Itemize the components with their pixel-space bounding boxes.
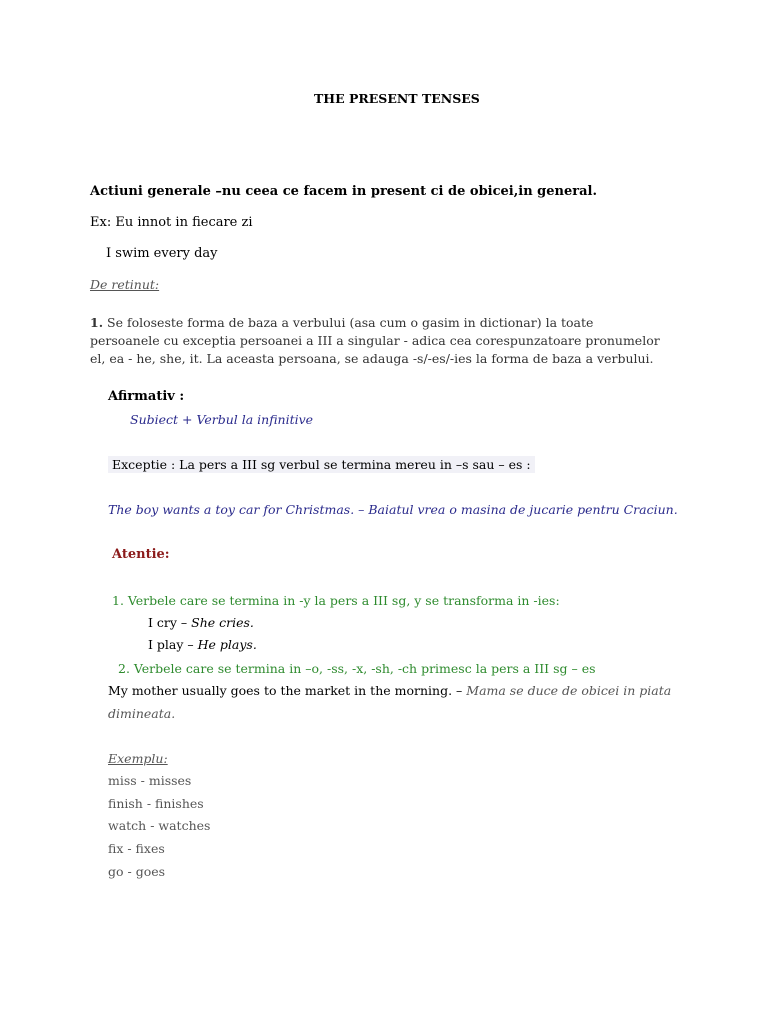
affirmative-formula: Subiect + Verbul la infinitive xyxy=(130,412,314,427)
mother-romanian-2: dimineata. xyxy=(108,706,176,721)
example-item: miss - misses xyxy=(108,773,192,788)
example-sentence: The boy wants a toy car for Christmas. – Baiatul vrea o masina de jucarie pentru Craciun. xyxy=(108,502,678,517)
cry-base: I cry – xyxy=(148,615,192,630)
rule-1-number: 1. xyxy=(90,315,104,330)
rule-1-paragraph xyxy=(90,314,660,368)
mother-sentence xyxy=(108,683,671,698)
rule-y-heading: 1. Verbele care se termina in -y la pers a III sg, y se transforma in -ies: xyxy=(112,593,560,608)
mother-romanian-1: Mama se duce de obicei in piata xyxy=(466,683,672,698)
example-english: I swim every day xyxy=(106,246,218,261)
attention-label: Atentie: xyxy=(112,547,170,562)
rule-1-text: Se foloseste forma de baza a verbului (asa cum o gasim in dictionar) la toate persoanele cu exceptia persoanei a III a singular - adica cea corespunzatoare pronumelor el, ea - he, she, it. La aceasta persoana, se adauga -s/-es/-ies la forma de baza a verbului. xyxy=(90,315,660,366)
page-title: THE PRESENT TENSES xyxy=(314,91,480,106)
example-item: finish - finishes xyxy=(108,796,204,811)
exception-note: Exceptie : La pers a III sg verbul se termina mereu in –s sau – es : xyxy=(108,456,535,473)
mother-english: My mother usually goes to the market in the morning. – xyxy=(108,683,467,698)
example-romanian: Ex: Eu innot in fiecare zi xyxy=(90,215,253,230)
play-base: I play – xyxy=(148,637,198,652)
examples-label: Exemplu: xyxy=(108,751,168,766)
rule-o-heading: 2. Verbele care se termina in –o, -ss, -x, -sh, -ch primesc la pers a III sg – es xyxy=(118,661,596,676)
intro-heading: Actiuni generale –nu ceea ce facem in present ci de obicei,in general. xyxy=(90,184,597,199)
affirmative-label: Afirmativ : xyxy=(108,389,185,404)
cry-third-person: She cries. xyxy=(191,615,254,630)
example-item: go - goes xyxy=(108,864,166,879)
example-play xyxy=(148,637,257,652)
example-item: fix - fixes xyxy=(108,841,165,856)
play-third-person: He plays. xyxy=(197,637,257,652)
remember-label: De retinut: xyxy=(90,277,160,292)
example-item: watch - watches xyxy=(108,818,211,833)
example-cry xyxy=(148,615,254,630)
